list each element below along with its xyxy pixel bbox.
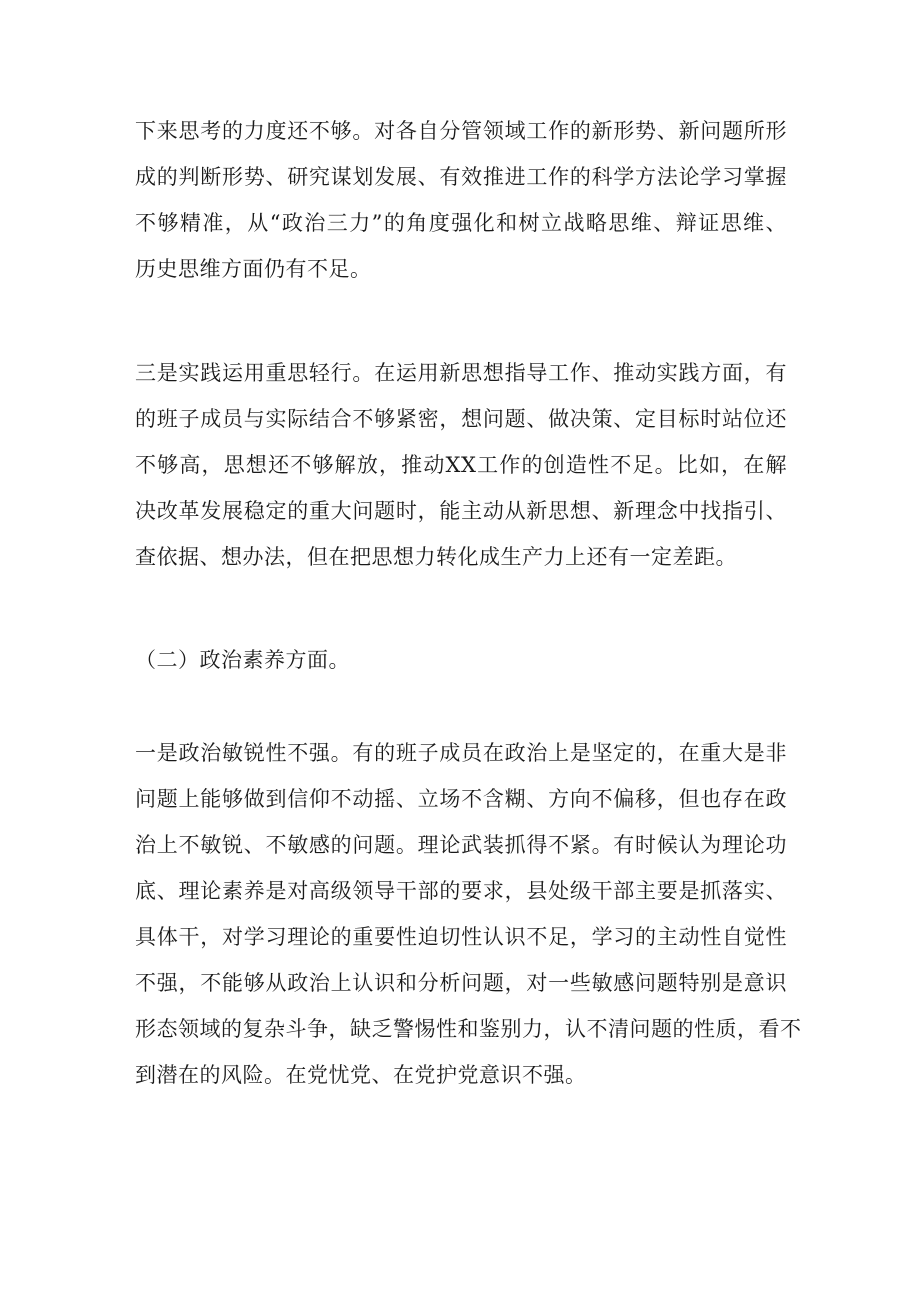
section-heading — [135, 637, 787, 683]
section-heading-text: （二）政治素养方面。 — [135, 648, 350, 672]
text-line: 不强，不能够从政治上认识和分析问题，对一些敏感问题特别是意识 — [135, 971, 787, 995]
paragraph-political-sensitivity — [135, 730, 802, 1098]
text-line: 下来思考的力度还不够。对各自分管领域工作的新形势、新问题所形 — [135, 119, 787, 143]
text-line: 治上不敏锐、不敏感的问题。理论武装抓得不紧。有时候认为理论功 — [135, 833, 787, 857]
text-line: 三是实践运用重思轻行。在运用新思想指导工作、推动实践方面，有 — [135, 361, 787, 385]
text-line: 不够高，思想还不够解放，推动XX工作的创造性不足。比如，在解 — [135, 453, 787, 477]
text-line: 底、理论素养是对高级领导干部的要求，县处级干部主要是抓落实、 — [135, 879, 787, 903]
text-line: 历史思维方面仍有不足。 — [135, 257, 372, 281]
text-line: 具体干，对学习理论的重要性迫切性认识不足，学习的主动性自觉性 — [135, 925, 787, 949]
text-line: 问题上能够做到信仰不动摇、立场不含糊、方向不偏移，但也存在政 — [135, 787, 787, 811]
text-line: 查依据、想办法，但在把思想力转化成生产力上还有一定差距。 — [135, 545, 737, 569]
paragraph-thinking-insufficient — [135, 108, 787, 292]
text-line: 决改革发展稳定的重大问题时，能主动从新思想、新理念中找指引、 — [135, 499, 787, 523]
text-line: 不够精准，从“政治三力”的角度强化和树立战略思维、辩证思维、 — [135, 211, 787, 235]
text-line: 到潜在的风险。在党忧党、在党护党意识不强。 — [135, 1063, 587, 1087]
text-line: 一是政治敏锐性不强。有的班子成员在政治上是坚定的，在重大是非 — [135, 741, 787, 765]
text-line: 形态领域的复杂斗争，缺乏警惕性和鉴别力，认不清问题的性质，看不 — [135, 1017, 802, 1041]
paragraph-practice-application — [135, 350, 787, 580]
text-line: 成的判断形势、研究谋划发展、有效推进工作的科学方法论学习掌握 — [135, 165, 787, 189]
text-line: 的班子成员与实际结合不够紧密，想问题、做决策、定目标时站位还 — [135, 407, 787, 431]
